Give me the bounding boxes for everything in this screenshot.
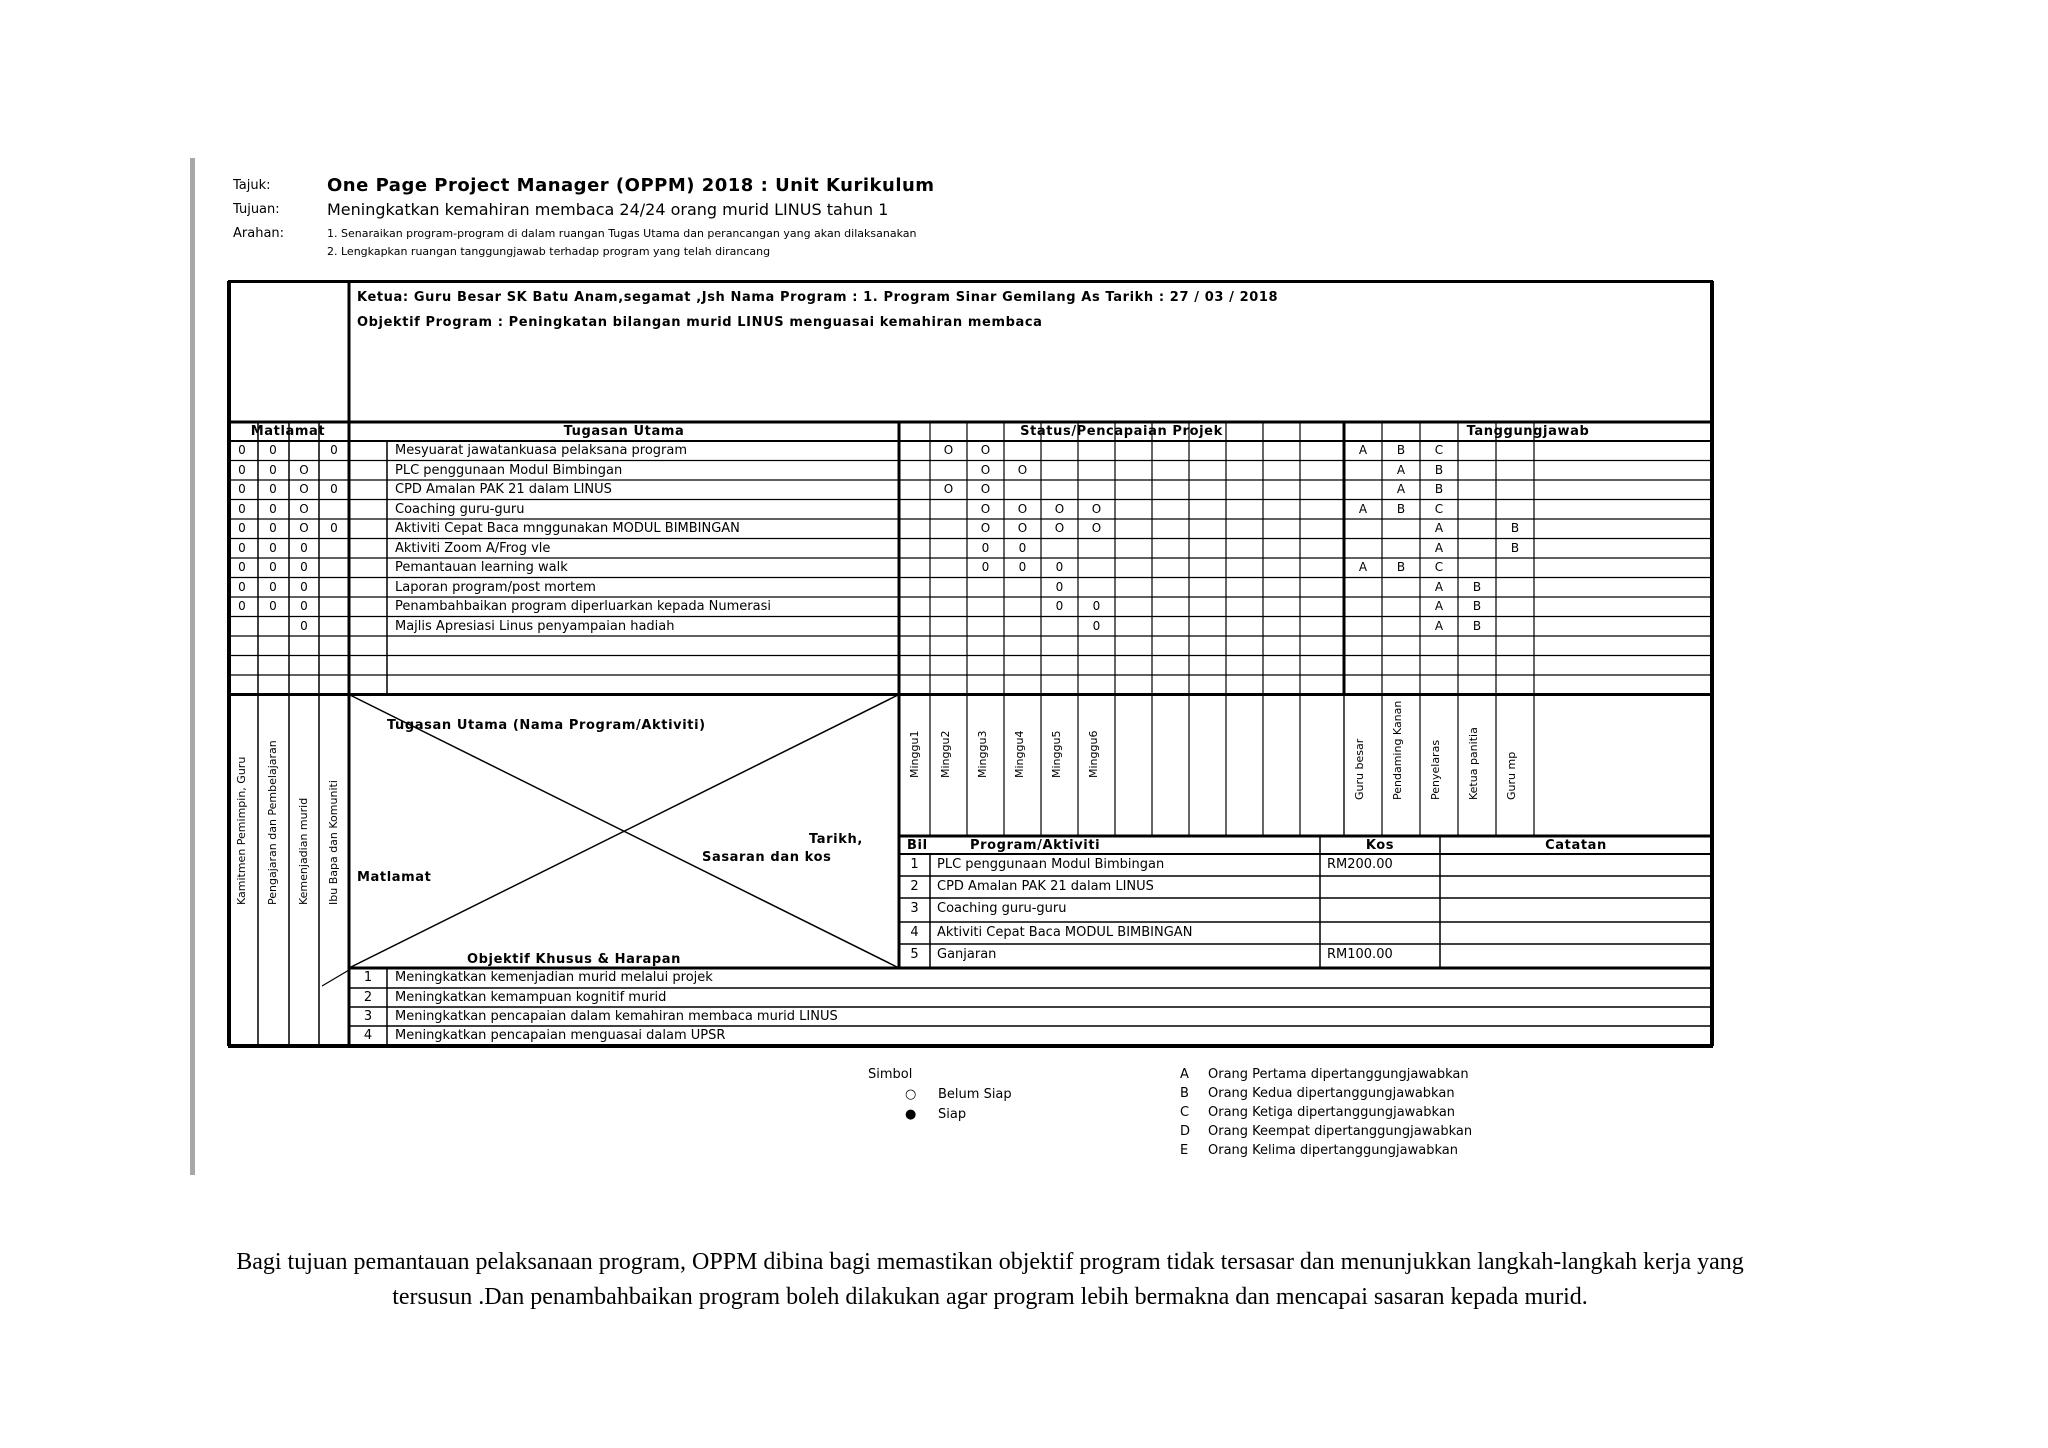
legend-simbol-title: Simbol: [868, 1067, 913, 1082]
responsibility-mark: B: [1510, 521, 1520, 535]
matlamat-mark: 0: [269, 540, 277, 555]
responsibility-mark: C: [1434, 443, 1444, 457]
matlamat-mark: 0: [238, 540, 246, 555]
status-mark: O: [943, 443, 954, 457]
week-label: Minggu1: [908, 730, 921, 778]
responsibility-mark: A: [1434, 579, 1444, 594]
objective-text: Meningkatkan pencapaian menguasai dalam UPSR: [395, 1028, 726, 1043]
week-label: Minggu3: [976, 730, 989, 778]
legend-siap-symbol: ●: [905, 1107, 917, 1122]
task-name: PLC penggunaan Modul Bimbingan: [395, 462, 623, 478]
matlamat-mark: 0: [238, 501, 246, 516]
objective-text: Meningkatkan kemenjadian murid melalui projek: [395, 970, 713, 985]
status-mark: 0: [1092, 599, 1101, 613]
cross-bottom-label: Objektif Khusus & Harapan: [467, 952, 681, 967]
matlamat-vertical-label: Kemenjadian murid: [297, 797, 310, 905]
responsibility-mark: B: [1510, 540, 1520, 555]
program-bil: 5: [910, 947, 919, 962]
caption-paragraph: [40, 1245, 1940, 1315]
matlamat-mark: 0: [300, 599, 308, 613]
responsibility-mark: B: [1396, 443, 1406, 457]
task-name: Majlis Apresiasi Linus penyampaian hadiah: [395, 618, 675, 634]
program-bil: 2: [910, 879, 919, 894]
responsibility-mark: B: [1434, 482, 1444, 496]
program-bil: 4: [910, 925, 919, 940]
responsibility-label: Ketua panitia: [1467, 727, 1480, 800]
responsibility-mark: A: [1358, 560, 1368, 574]
legend-siap-label: Siap: [938, 1107, 967, 1122]
matlamat-mark: 0: [269, 521, 277, 535]
week-label: Minggu6: [1087, 730, 1100, 778]
program-name-header: Program/Aktiviti: [970, 838, 1101, 853]
oppm-table: [227, 280, 1714, 1048]
matlamat-mark: 0: [330, 443, 338, 457]
status-mark: 0: [1018, 560, 1027, 574]
status-mark: 0: [1055, 599, 1064, 613]
program-name: PLC penggunaan Modul Bimbingan: [937, 857, 1165, 872]
matlamat-mark: 0: [330, 482, 338, 496]
matlamat-mark: 0: [269, 482, 277, 496]
matlamat-vertical-label: Ibu Bapa dan Komuniti: [327, 780, 340, 905]
matlamat-mark: 0: [300, 540, 308, 555]
task-name: Pemantauan learning walk: [395, 560, 568, 575]
tanggungjawab-header: Tanggungjawab: [1466, 424, 1590, 439]
tugasan-utama-header: Tugasan Utama: [563, 424, 685, 439]
responsibility-mark: B: [1472, 579, 1482, 594]
objective-pointer-line: [322, 970, 349, 986]
task-name: Laporan program/post mortem: [395, 579, 596, 595]
program-kos: RM100.00: [1327, 947, 1393, 962]
matlamat-mark: 0: [238, 462, 246, 477]
responsibility-mark: B: [1396, 501, 1406, 516]
matlamat-mark: O: [299, 521, 309, 535]
info-ketua: Ketua: Guru Besar SK Batu Anam,segamat ,Jsh Nama Program : 1. Program Sinar Gemilang As Tarikh : 27 / 03 / 2018: [357, 290, 1279, 305]
matlamat-mark: 0: [269, 501, 277, 516]
matlamat-mark: 0: [269, 579, 277, 594]
legend-code-key: A: [1180, 1067, 1189, 1082]
program-name: Coaching guru-guru: [937, 901, 1067, 916]
matlamat-vertical-label: Pengajaran dan Pembelajaran: [266, 740, 279, 905]
responsibility-mark: A: [1358, 443, 1368, 457]
responsibility-mark: A: [1434, 618, 1444, 633]
objective-number: 3: [363, 1009, 373, 1024]
matlamat-mark: 0: [238, 521, 246, 535]
matlamat-mark: O: [299, 482, 309, 496]
program-kos: RM200.00: [1327, 857, 1393, 872]
objective-number: 2: [363, 990, 373, 1005]
program-name: Aktiviti Cepat Baca MODUL BIMBINGAN: [937, 925, 1193, 940]
matlamat-header: Matlamat: [250, 424, 326, 439]
legend-code-value: Orang Ketiga dipertanggungjawabkan: [1208, 1105, 1456, 1120]
matlamat-mark: 0: [300, 579, 308, 594]
status-mark: O: [1091, 501, 1102, 516]
week-label: Minggu5: [1050, 730, 1063, 778]
legend-belum-symbol: ○: [905, 1087, 917, 1102]
responsibility-mark: A: [1358, 501, 1368, 516]
arahan-label: Arahan:: [233, 226, 285, 241]
task-name: Aktiviti Zoom A/Frog vle: [395, 540, 551, 556]
task-name: Mesyuarat jawatankuasa pelaksana program: [395, 443, 688, 458]
task-name: Aktiviti Cepat Baca mnggunakan MODUL BIMBINGAN: [395, 521, 740, 536]
legend-code-value: Orang Pertama dipertanggungjawabkan: [1208, 1067, 1469, 1082]
matlamat-mark: 0: [330, 521, 338, 535]
matlamat-mark: 0: [238, 443, 246, 457]
responsibility-mark: A: [1434, 521, 1444, 535]
status-mark: O: [980, 501, 991, 516]
objective-text: Meningkatkan pencapaian dalam kemahiran membaca murid LINUS: [395, 1009, 838, 1024]
objective-number: 1: [363, 970, 373, 985]
program-name: Ganjaran: [937, 947, 997, 962]
info-objektif: Objektif Program : Peningkatan bilangan murid LINUS menguasai kemahiran membaca: [357, 315, 1043, 330]
cross-right-label-2: Sasaran dan kos: [702, 850, 832, 865]
tujuan-text: Meningkatkan kemahiran membaca 24/24 orang murid LINUS tahun 1: [327, 200, 889, 219]
arahan-1: 1. Senaraikan program-program di dalam ruangan Tugas Utama dan perancangan yang akan dilaksanakan: [327, 227, 917, 240]
status-mark: O: [980, 443, 991, 457]
cross-right-label-1: Tarikh,: [809, 832, 863, 847]
status-mark: 0: [981, 560, 990, 574]
responsibility-mark: A: [1396, 482, 1406, 496]
legend-code-value: Orang Keempat dipertanggungjawabkan: [1208, 1124, 1473, 1139]
arahan-2: 2. Lengkapkan ruangan tanggungjawab terhadap program yang telah dirancang: [327, 245, 771, 258]
week-label: Minggu4: [1013, 730, 1026, 778]
responsibility-label: Penyelaras: [1429, 739, 1442, 800]
matlamat-mark: 0: [269, 599, 277, 613]
responsibility-mark: A: [1396, 462, 1406, 477]
legend-code-key: D: [1180, 1124, 1191, 1139]
matlamat-mark: 0: [300, 560, 308, 574]
status-header: Status/Pencapaian Projek: [1020, 424, 1223, 439]
status-mark: O: [1017, 462, 1028, 477]
status-mark: O: [1054, 501, 1065, 516]
legend-code-key: C: [1180, 1105, 1190, 1120]
caption-line-1: Bagi tujuan pemantauan pelaksanaan program, OPPM dibina bagi memastikan objektif program tidak tersasar dan menunjukkan langkah-langkah kerja yang: [236, 1249, 1744, 1275]
responsibility-label: Pendaming Kanan: [1391, 700, 1404, 800]
status-mark: O: [1017, 501, 1028, 516]
week-label: Minggu2: [939, 730, 952, 778]
program-bil: 3: [910, 901, 919, 916]
task-name: Penambahbaikan program diperluarkan kepada Numerasi: [395, 599, 772, 614]
matlamat-mark: 0: [238, 560, 246, 574]
responsibility-label: Guru mp: [1505, 751, 1518, 800]
status-mark: O: [980, 521, 991, 535]
status-mark: 0: [1055, 579, 1064, 594]
program-kos-header: Kos: [1365, 838, 1395, 853]
responsibility-mark: B: [1472, 618, 1482, 633]
cross-left-label: Matlamat: [357, 870, 432, 885]
left-margin-bar: [190, 158, 195, 1175]
responsibility-mark: A: [1434, 599, 1444, 613]
legend-code-key: B: [1180, 1086, 1189, 1101]
status-mark: O: [1054, 521, 1065, 535]
legend-belum-label: Belum Siap: [938, 1087, 1012, 1102]
matlamat-mark: 0: [238, 482, 246, 496]
legend-code-value: Orang Kelima dipertanggungjawabkan: [1208, 1143, 1458, 1158]
responsibility-mark: C: [1434, 560, 1444, 574]
status-mark: O: [943, 482, 954, 496]
matlamat-mark: 0: [269, 443, 277, 457]
caption-line-2: tersusun .Dan penambahbaikan program boleh dilakukan agar program lebih bermakna dan mencapai sasaran kepada murid.: [392, 1284, 1588, 1310]
legend-code-value: Orang Kedua dipertanggungjawabkan: [1208, 1086, 1455, 1101]
status-mark: 0: [1055, 560, 1064, 574]
responsibility-mark: B: [1396, 560, 1406, 574]
responsibility-label: Guru besar: [1353, 738, 1366, 800]
tajuk-text: One Page Project Manager (OPPM) 2018 : Unit Kurikulum: [327, 175, 935, 196]
status-mark: O: [1091, 521, 1102, 535]
matlamat-mark: 0: [269, 560, 277, 574]
status-mark: O: [1017, 521, 1028, 535]
tajuk-label: Tajuk:: [233, 178, 271, 193]
legend-code-key: E: [1180, 1143, 1189, 1158]
program-bil: 1: [910, 857, 919, 872]
status-mark: 0: [981, 540, 990, 555]
tujuan-label: Tujuan:: [233, 202, 280, 217]
status-mark: 0: [1018, 540, 1027, 555]
task-name: Coaching guru-guru: [395, 501, 525, 517]
objective-text: Meningkatkan kemampuan kognitif murid: [395, 990, 667, 1005]
matlamat-mark: 0: [300, 618, 308, 633]
matlamat-mark: 0: [238, 579, 246, 594]
responsibility-mark: A: [1434, 540, 1444, 555]
matlamat-mark: 0: [238, 599, 246, 613]
matlamat-mark: O: [299, 462, 309, 477]
matlamat-mark: O: [299, 501, 309, 516]
responsibility-mark: C: [1434, 501, 1444, 516]
cross-top-label: Tugasan Utama (Nama Program/Aktiviti): [387, 718, 706, 733]
matlamat-mark: 0: [269, 462, 277, 477]
task-name: CPD Amalan PAK 21 dalam LINUS: [395, 482, 612, 497]
status-mark: O: [980, 482, 991, 496]
responsibility-mark: B: [1434, 462, 1444, 477]
program-name: CPD Amalan PAK 21 dalam LINUS: [937, 879, 1154, 894]
program-bil-header: Bil: [907, 838, 928, 853]
matlamat-vertical-label: Kamitmen Pemimpin, Guru: [235, 756, 248, 905]
responsibility-mark: B: [1472, 599, 1482, 613]
status-mark: 0: [1092, 618, 1101, 633]
program-catatan-header: Catatan: [1545, 838, 1607, 853]
objective-number: 4: [363, 1028, 373, 1043]
status-mark: O: [980, 462, 991, 477]
